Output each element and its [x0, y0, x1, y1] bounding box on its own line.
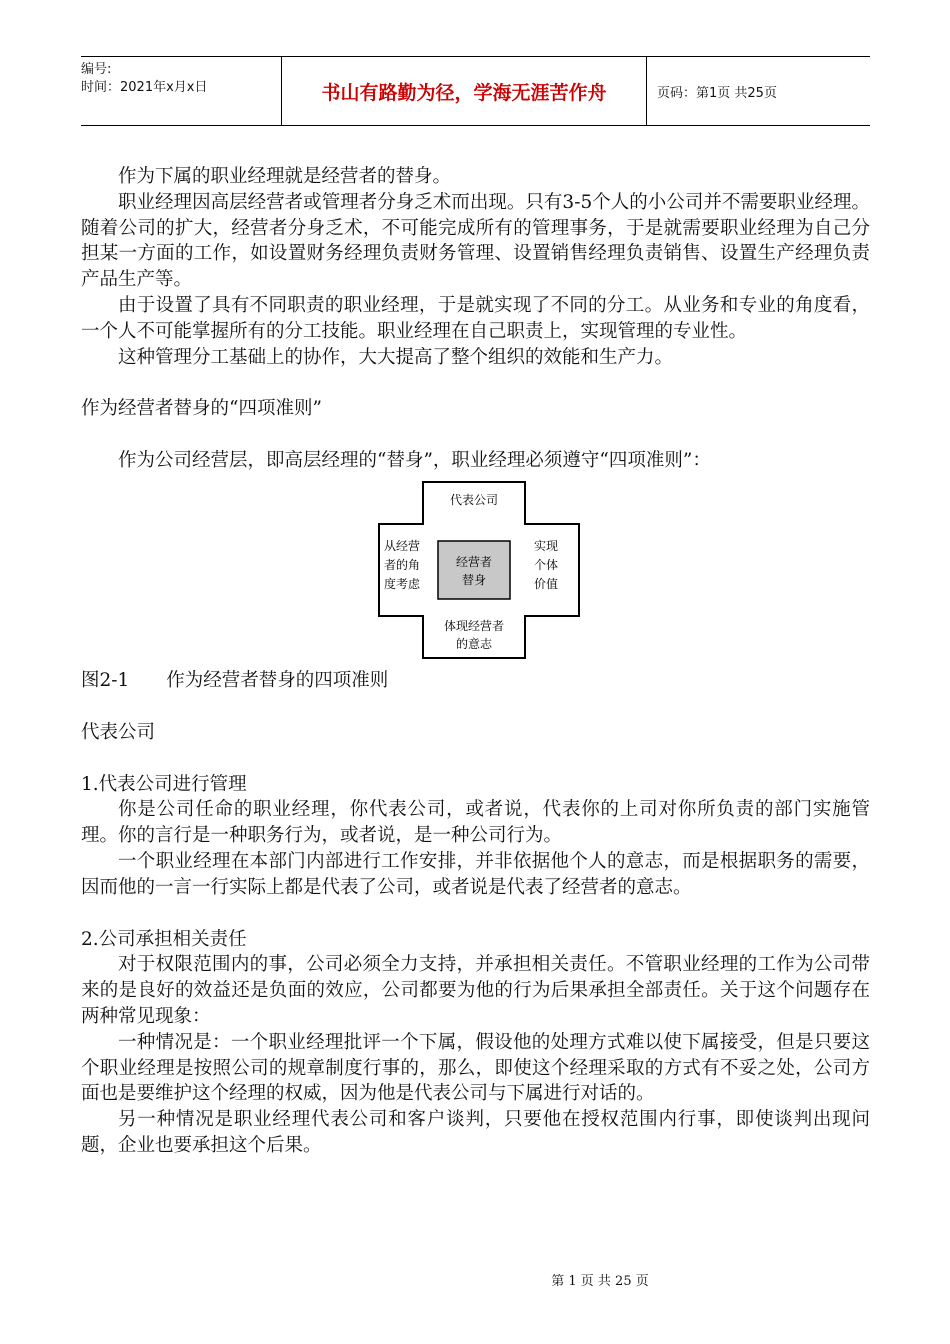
four-principles-diagram	[81, 480, 870, 662]
number-label: 编号:	[81, 62, 112, 77]
time-label: 时间：2021年x月x日	[81, 80, 208, 95]
paragraph: 作为下属的职业经理就是经营者的替身。	[118, 166, 452, 187]
left-principle-line3: 度考虑	[383, 576, 421, 591]
paragraph: 由于设置了具有不同职责的职业经理，于是就实现了不同的分工。从业务和专业的角度看，一个人不可能掌握所有的分工技能。职业经理在自己职责上，实现管理的专业性。	[81, 294, 870, 342]
right-principle-line3: 价值	[533, 576, 559, 591]
paragraph: 你是公司任命的职业经理，你代表公司，或者说，代表你的上司对你所负责的部门实施管理。你的言行是一种职务行为，或者说，是一种公司行为。	[81, 799, 870, 847]
paragraph: 职业经理因高层经营者或管理者分身乏术而出现。只有3-5个人的小公司并不需要职业经理。随着公司的扩大，经营者分身乏术，不可能完成所有的管理事务，于是就需要职业经理为自己分担某一方面的工作，如设置财务经理负责财务管理、设置销售经理负责销售、设置生产经理负责产品生产等。	[81, 191, 870, 291]
top-principle: 代表公司	[449, 492, 499, 507]
bottom-principle-line1: 体现经营者	[443, 618, 505, 633]
paragraph: 这种管理分工基础上的协作，大大提高了整个组织的效能和生产力。	[118, 346, 674, 368]
paragraph: 一种情况是：一个职业经理批评一个下属，假设他的处理方式难以使下属接受，但是只要这个职业经理是按照公司的规章制度行事的，那么，即使这个经理采取的方式有不妥之处，公司方面也是要维护这个经理的权威，因为他是代表公司与下属进行对话的。	[81, 1031, 870, 1105]
bottom-principle-line2: 的意志	[455, 636, 493, 651]
paragraph: 作为公司经营层，即高层经理的“替身”，职业经理必须遵守“四项准则”：	[118, 450, 711, 472]
section-heading: 作为经营者替身的“四项准则”	[81, 398, 322, 420]
right-principle-line1: 实现	[533, 538, 559, 553]
header-motto: 书山有路勤为径，学海无涯苦作舟	[282, 57, 647, 125]
page-footer: 第 1 页 共 25 页	[551, 1274, 649, 1289]
header-meta	[81, 57, 282, 125]
left-principle-line2: 者的角	[383, 557, 421, 572]
left-principle-line1: 从经营	[383, 538, 421, 553]
center-label-line1: 经营者	[455, 554, 493, 569]
paragraph: 另一种情况是职业经理代表公司和客户谈判，只要他在授权范围内行事，即使谈判出现问题，企业也要承担这个后果。	[81, 1109, 870, 1156]
paragraph: 对于权限范围内的事，公司必须全力支持，并承担相关责任。不管职业经理的工作为公司带来的是良好的效益还是负面的效应，公司都要为他的行为后果承担全部责任。关于这个问题存在两种常见现象：	[81, 954, 870, 1027]
cross-diagram	[81, 480, 870, 662]
figure-caption: 图2-1 作为经营者替身的四项准则	[81, 669, 389, 691]
subsection-heading: 1.代表公司进行管理	[81, 773, 247, 795]
document-body	[81, 164, 870, 1159]
subsection-heading: 2.公司承担相关责任	[81, 928, 247, 950]
header-page-info: 页码：第1页 共25页	[657, 85, 777, 101]
right-principle-line2: 个体	[533, 557, 559, 572]
section-heading: 代表公司	[81, 721, 156, 743]
center-label-line2: 替身	[461, 572, 487, 587]
paragraph: 一个职业经理在本部门内部进行工作安排，并非依据他个人的意志，而是根据职务的需要，因而他的一言一行实际上都是代表了公司，或者说是代表了经营者的意志。	[81, 850, 870, 898]
page-header	[81, 56, 870, 126]
